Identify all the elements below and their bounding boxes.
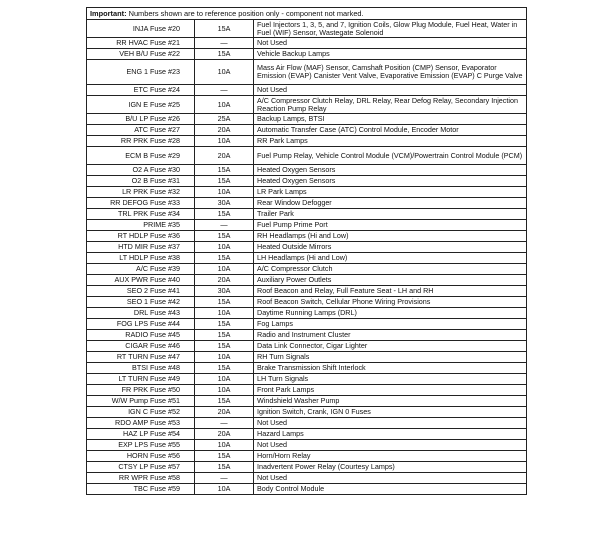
circuit-cell: Not Used: [254, 85, 527, 96]
amperage-cell: 20A: [195, 125, 254, 136]
table-row: [87, 429, 527, 440]
amperage-cell: 30A: [195, 198, 254, 209]
fuse-name-cell: RT HDLP Fuse #36: [87, 231, 195, 242]
table-row: [87, 165, 527, 176]
table-row: [87, 418, 527, 429]
amperage-cell: 10A: [195, 308, 254, 319]
circuit-cell: Body Control Module: [254, 484, 527, 495]
circuit-cell: A/C Compressor Clutch: [254, 264, 527, 275]
circuit-cell: Trailer Park: [254, 209, 527, 220]
fuse-name-cell: HTD MIR Fuse #37: [87, 242, 195, 253]
fuse-name-cell: EXP LPS Fuse #55: [87, 440, 195, 451]
table-row: [87, 125, 527, 136]
circuit-cell: Not Used: [254, 473, 527, 484]
amperage-cell: 15A: [195, 49, 254, 60]
fuse-table: [86, 19, 527, 495]
amperage-cell: 15A: [195, 462, 254, 473]
important-text: Numbers shown are to reference position only - component not marked.: [128, 9, 364, 18]
fuse-name-cell: PRIME #35: [87, 220, 195, 231]
fuse-name-cell: CIGAR Fuse #46: [87, 341, 195, 352]
fuse-name-cell: DRL Fuse #43: [87, 308, 195, 319]
table-row: [87, 451, 527, 462]
important-note: [86, 7, 527, 19]
circuit-cell: Fuel Pump Relay, Vehicle Control Module (VCM)/Powertrain Control Module (PCM): [254, 147, 527, 165]
amperage-cell: 10A: [195, 440, 254, 451]
fuse-name-cell: VEH B/U Fuse #22: [87, 49, 195, 60]
circuit-cell: Roof Beacon Switch, Cellular Phone Wiring Provisions: [254, 297, 527, 308]
table-row: [87, 385, 527, 396]
circuit-cell: Vehicle Backup Lamps: [254, 49, 527, 60]
fuse-name-cell: O2 B Fuse #31: [87, 176, 195, 187]
circuit-cell: Heated Oxygen Sensors: [254, 165, 527, 176]
amperage-cell: 15A: [195, 363, 254, 374]
table-row: [87, 264, 527, 275]
amperage-cell: 15A: [195, 330, 254, 341]
circuit-cell: LH Turn Signals: [254, 374, 527, 385]
circuit-cell: RH Headlamps (Hi and Low): [254, 231, 527, 242]
table-row: [87, 85, 527, 96]
fuse-name-cell: ATC Fuse #27: [87, 125, 195, 136]
table-row: [87, 176, 527, 187]
table-row: [87, 462, 527, 473]
circuit-cell: Backup Lamps, BTSI: [254, 114, 527, 125]
amperage-cell: 10A: [195, 242, 254, 253]
amperage-cell: 10A: [195, 136, 254, 147]
fuse-name-cell: BTSI Fuse #48: [87, 363, 195, 374]
table-row: [87, 363, 527, 374]
circuit-cell: RH Turn Signals: [254, 352, 527, 363]
circuit-cell: Inadvertent Power Relay (Courtesy Lamps): [254, 462, 527, 473]
amperage-cell: 15A: [195, 253, 254, 264]
table-row: [87, 209, 527, 220]
circuit-cell: Data Link Connector, Cigar Lighter: [254, 341, 527, 352]
fuse-name-cell: RADIO Fuse #45: [87, 330, 195, 341]
table-row: [87, 473, 527, 484]
circuit-cell: Fog Lamps: [254, 319, 527, 330]
circuit-cell: Mass Air Flow (MAF) Sensor, Camshaft Position (CMP) Sensor, Evaporator Emission (EVAP) Canister Vent Valve, Evaporative Emission (EVAP) C Purge Valve: [254, 60, 527, 85]
fuse-name-cell: ETC Fuse #24: [87, 85, 195, 96]
table-row: [87, 198, 527, 209]
table-row: [87, 319, 527, 330]
amperage-cell: 20A: [195, 429, 254, 440]
fuse-name-cell: FOG LPS Fuse #44: [87, 319, 195, 330]
amperage-cell: 10A: [195, 96, 254, 114]
fuse-name-cell: A/C Fuse #39: [87, 264, 195, 275]
circuit-cell: Not Used: [254, 38, 527, 49]
table-row: [87, 407, 527, 418]
fuse-name-cell: FR PRK Fuse #50: [87, 385, 195, 396]
fuse-name-cell: AUX PWR Fuse #40: [87, 275, 195, 286]
fuse-name-cell: INJA Fuse #20: [87, 20, 195, 38]
circuit-cell: Not Used: [254, 418, 527, 429]
amperage-cell: 15A: [195, 451, 254, 462]
fuse-name-cell: TRL PRK Fuse #34: [87, 209, 195, 220]
fuse-name-cell: CTSY LP Fuse #57: [87, 462, 195, 473]
fuse-name-cell: RR DEFOG Fuse #33: [87, 198, 195, 209]
fuse-name-cell: TBC Fuse #59: [87, 484, 195, 495]
table-row: [87, 352, 527, 363]
table-row: [87, 231, 527, 242]
fuse-table-body: [87, 20, 527, 495]
circuit-cell: LR Park Lamps: [254, 187, 527, 198]
fuse-name-cell: O2 A Fuse #30: [87, 165, 195, 176]
table-row: [87, 297, 527, 308]
amperage-cell: 10A: [195, 60, 254, 85]
table-row: [87, 220, 527, 231]
fuse-name-cell: RR WPR Fuse #58: [87, 473, 195, 484]
fuse-name-cell: ECM B Fuse #29: [87, 147, 195, 165]
circuit-cell: Horn/Horn Relay: [254, 451, 527, 462]
amperage-cell: 15A: [195, 297, 254, 308]
amperage-cell: —: [195, 473, 254, 484]
fuse-name-cell: RR HVAC Fuse #21: [87, 38, 195, 49]
circuit-cell: Heated Outside Mirrors: [254, 242, 527, 253]
table-row: [87, 286, 527, 297]
table-row: [87, 114, 527, 125]
fuse-name-cell: RT TURN Fuse #47: [87, 352, 195, 363]
circuit-cell: A/C Compressor Clutch Relay, DRL Relay, Rear Defog Relay, Secondary Injection Reaction Pump Relay: [254, 96, 527, 114]
circuit-cell: Fuel Pump Prime Port: [254, 220, 527, 231]
circuit-cell: Automatic Transfer Case (ATC) Control Module, Encoder Motor: [254, 125, 527, 136]
amperage-cell: 20A: [195, 407, 254, 418]
table-row: [87, 396, 527, 407]
table-row: [87, 484, 527, 495]
circuit-cell: Front Park Lamps: [254, 385, 527, 396]
table-row: [87, 147, 527, 165]
amperage-cell: 15A: [195, 176, 254, 187]
circuit-cell: Windshield Washer Pump: [254, 396, 527, 407]
amperage-cell: —: [195, 38, 254, 49]
fuse-name-cell: W/W Pump Fuse #51: [87, 396, 195, 407]
table-row: [87, 136, 527, 147]
circuit-cell: Brake Transmission Shift Interlock: [254, 363, 527, 374]
fuse-name-cell: SEO 2 Fuse #41: [87, 286, 195, 297]
fuse-name-cell: LR PRK Fuse #32: [87, 187, 195, 198]
amperage-cell: 10A: [195, 187, 254, 198]
amperage-cell: —: [195, 85, 254, 96]
fuse-table-document: [86, 7, 527, 495]
circuit-cell: Hazard Lamps: [254, 429, 527, 440]
fuse-name-cell: IGN C Fuse #52: [87, 407, 195, 418]
table-row: [87, 60, 527, 85]
table-row: [87, 440, 527, 451]
circuit-cell: RR Park Lamps: [254, 136, 527, 147]
table-row: [87, 96, 527, 114]
amperage-cell: 10A: [195, 264, 254, 275]
amperage-cell: 10A: [195, 484, 254, 495]
circuit-cell: Auxiliary Power Outlets: [254, 275, 527, 286]
table-row: [87, 38, 527, 49]
table-row: [87, 330, 527, 341]
circuit-cell: LH Headlamps (Hi and Low): [254, 253, 527, 264]
amperage-cell: —: [195, 220, 254, 231]
amperage-cell: 15A: [195, 396, 254, 407]
table-row: [87, 20, 527, 38]
circuit-cell: Heated Oxygen Sensors: [254, 176, 527, 187]
circuit-cell: Rear Window Defogger: [254, 198, 527, 209]
table-row: [87, 253, 527, 264]
amperage-cell: —: [195, 418, 254, 429]
fuse-name-cell: HAZ LP Fuse #54: [87, 429, 195, 440]
amperage-cell: 15A: [195, 209, 254, 220]
table-row: [87, 187, 527, 198]
fuse-name-cell: B/U LP Fuse #26: [87, 114, 195, 125]
table-row: [87, 308, 527, 319]
amperage-cell: 15A: [195, 231, 254, 242]
table-row: [87, 374, 527, 385]
fuse-name-cell: ENG 1 Fuse #23: [87, 60, 195, 85]
circuit-cell: Roof Beacon and Relay, Full Feature Seat - LH and RH: [254, 286, 527, 297]
amperage-cell: 10A: [195, 374, 254, 385]
amperage-cell: 30A: [195, 286, 254, 297]
fuse-name-cell: LT TURN Fuse #49: [87, 374, 195, 385]
circuit-cell: Radio and Instrument Cluster: [254, 330, 527, 341]
fuse-name-cell: HORN Fuse #56: [87, 451, 195, 462]
amperage-cell: 20A: [195, 275, 254, 286]
amperage-cell: 25A: [195, 114, 254, 125]
circuit-cell: Daytime Running Lamps (DRL): [254, 308, 527, 319]
amperage-cell: 15A: [195, 20, 254, 38]
table-row: [87, 275, 527, 286]
table-row: [87, 341, 527, 352]
amperage-cell: 15A: [195, 319, 254, 330]
amperage-cell: 10A: [195, 352, 254, 363]
fuse-name-cell: LT HDLP Fuse #38: [87, 253, 195, 264]
important-label: Important:: [90, 9, 127, 18]
circuit-cell: Ignition Switch, Crank, IGN 0 Fuses: [254, 407, 527, 418]
fuse-name-cell: IGN E Fuse #25: [87, 96, 195, 114]
circuit-cell: Not Used: [254, 440, 527, 451]
fuse-name-cell: SEO 1 Fuse #42: [87, 297, 195, 308]
amperage-cell: 20A: [195, 147, 254, 165]
amperage-cell: 15A: [195, 341, 254, 352]
table-row: [87, 242, 527, 253]
amperage-cell: 15A: [195, 165, 254, 176]
table-row: [87, 49, 527, 60]
fuse-name-cell: RR PRK Fuse #28: [87, 136, 195, 147]
amperage-cell: 10A: [195, 385, 254, 396]
circuit-cell: Fuel Injectors 1, 3, 5, and 7, Ignition Coils, Glow Plug Module, Fuel Heat, Water in Fuel (WIF) Sensor, Wastegate Solenoid: [254, 20, 527, 38]
fuse-name-cell: RDO AMP Fuse #53: [87, 418, 195, 429]
